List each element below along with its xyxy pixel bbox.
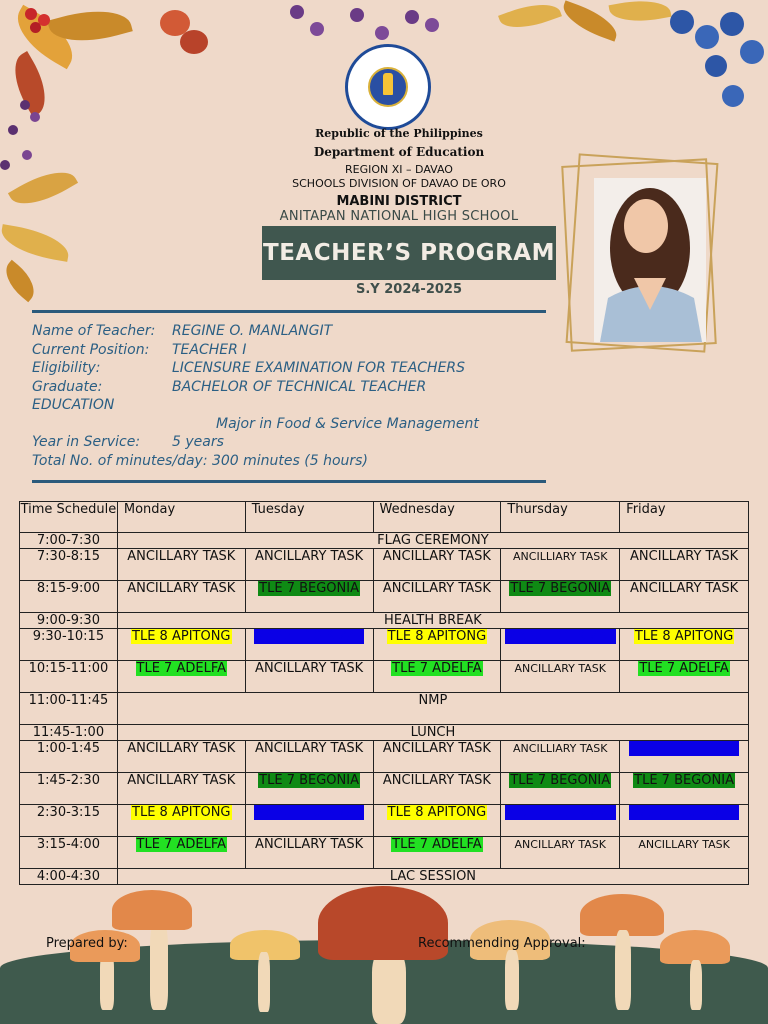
- class-label: ANCILLARY TASK: [630, 549, 739, 564]
- schedule-cell: [117, 805, 245, 837]
- header-tuesday: Tuesday: [245, 502, 373, 533]
- header-friday: Friday: [620, 502, 749, 533]
- info-major-row: [32, 415, 552, 434]
- schedule-cell: [620, 581, 749, 613]
- schedule-cell: [620, 773, 749, 805]
- class-label: TLE 7 BEGONIA: [510, 581, 611, 596]
- department-line: Department of Education: [313, 145, 485, 159]
- schedule-cell: [117, 773, 245, 805]
- prepared-by-label: Prepared by:: [46, 936, 128, 951]
- class-label: MAPEH 10 RIZAL: [254, 805, 364, 820]
- info-eligibility-label: Eligibility:: [32, 360, 101, 376]
- schedule-cell: [117, 629, 245, 661]
- table-row: [20, 741, 749, 773]
- division-line: SCHOOLS DIVISION OF DAVAO DE ORO: [292, 177, 506, 190]
- schedule-cell: [245, 581, 373, 613]
- time-cell: 8:15-9:00: [20, 581, 118, 613]
- class-label: TLE 8 APITONG: [387, 805, 487, 820]
- info-graduate-cont-row: [32, 396, 552, 415]
- table-row: [20, 725, 749, 741]
- schedule-cell: [245, 837, 373, 869]
- info-position-label: Current Position:: [32, 341, 150, 358]
- class-label: ANCILLARY TASK: [127, 741, 236, 756]
- class-label: ANCILLARY TASK: [514, 838, 606, 851]
- table-row: [20, 549, 749, 581]
- class-label: ANCILLARY TASK: [127, 581, 236, 596]
- class-label: TLE 8 APITONG: [387, 629, 487, 644]
- table-row: [20, 661, 749, 693]
- district-line: MABINI DISTRICT: [336, 194, 462, 209]
- class-label: ANCILLARY TASK: [382, 773, 491, 788]
- class-label: TLE 7 ADELFA: [136, 661, 227, 676]
- schedule-cell: [501, 581, 620, 613]
- schedule-cell: [620, 661, 749, 693]
- teacher-photo: [594, 178, 706, 342]
- class-label: ANCILLIARY TASK: [513, 550, 608, 563]
- info-name-value: REGINE O. MANLANGIT: [172, 323, 333, 339]
- info-name-row: [32, 322, 552, 341]
- info-years-label: Year in Service:: [32, 434, 141, 450]
- schedule-cell: [501, 805, 620, 837]
- info-eligibility-value: LICENSURE EXAMINATION FOR TEACHERS: [172, 360, 466, 376]
- class-label: ANCILLARY TASK: [514, 662, 606, 675]
- info-years-value: 5 years: [172, 434, 224, 450]
- school-name: ANITAPAN NATIONAL HIGH SCHOOL: [279, 209, 519, 224]
- class-label: TLE 7 ADELFA: [392, 837, 482, 852]
- schedule-table: [19, 501, 749, 885]
- class-label: ANCILLARY TASK: [255, 837, 364, 852]
- class-label: ANCILLARY TASK: [255, 549, 364, 564]
- schedule-header-row: [20, 502, 749, 533]
- schedule-cell: [501, 661, 620, 693]
- class-label: TLE 7 ADELFA: [639, 661, 729, 676]
- table-row: [20, 773, 749, 805]
- class-label: TLE 8 APITONG: [132, 629, 231, 644]
- class-label: TLE 7 ADELFA: [136, 837, 227, 852]
- top-right-foliage: [500, 0, 768, 120]
- info-position-value: TEACHER I: [172, 341, 247, 358]
- class-label: MAPEH 10 RIZAL: [505, 629, 615, 644]
- info-graduate-cont: EDUCATION: [32, 397, 115, 413]
- schedule-cell: [620, 805, 749, 837]
- republic-line: Republic of the Philippines: [315, 127, 483, 140]
- divider-bottom: [32, 480, 546, 483]
- region-line: REGION XI – DAVAO: [345, 163, 453, 176]
- class-label: ANCILLARY TASK: [382, 581, 491, 596]
- time-cell: 11:00-11:45: [20, 693, 118, 725]
- schedule-cell: [373, 741, 501, 773]
- info-major: Major in Food & Service Management: [216, 415, 479, 432]
- torch-icon: [383, 73, 393, 95]
- schedule-cell: [501, 629, 620, 661]
- span-cell: HEALTH BREAK: [117, 613, 748, 629]
- info-graduate-value: BACHELOR OF TECHNICAL TEACHER: [172, 378, 427, 395]
- teacher-info: [32, 322, 552, 470]
- time-cell: 7:30-8:15: [20, 549, 118, 581]
- class-label: MAPEH 10 RIZAL: [505, 805, 615, 820]
- table-row: [20, 581, 749, 613]
- schedule-body: [20, 533, 749, 885]
- class-label: ANCILLARY TASK: [382, 549, 491, 564]
- schedule-cell: [501, 549, 620, 581]
- schedule-cell: [373, 661, 501, 693]
- table-row: [20, 613, 749, 629]
- schedule-cell: [620, 837, 749, 869]
- schedule-cell: [245, 549, 373, 581]
- header-monday: Monday: [117, 502, 245, 533]
- info-years-row: [32, 433, 552, 452]
- header-time: Time Schedule: [20, 502, 118, 533]
- table-row: [20, 533, 749, 549]
- class-label: ANCILLARY TASK: [630, 581, 739, 596]
- span-cell: LUNCH: [117, 725, 748, 741]
- top-left-foliage: [0, 0, 140, 320]
- class-label: MAPEH 10 RIZAL: [629, 805, 739, 820]
- table-row: [20, 837, 749, 869]
- schedule-cell: [373, 773, 501, 805]
- table-row: [20, 693, 749, 725]
- class-label: TLE 7 BEGONIA: [634, 773, 734, 788]
- info-eligibility-row: [32, 359, 552, 378]
- schedule-cell: [620, 629, 749, 661]
- class-label: TLE 8 APITONG: [132, 805, 231, 820]
- header-thursday: Thursday: [501, 502, 620, 533]
- class-label: ANCILLARY TASK: [127, 549, 236, 564]
- table-row: [20, 629, 749, 661]
- info-minutes-row: [32, 452, 552, 471]
- time-cell: 7:00-7:30: [20, 533, 118, 549]
- span-cell: NMP: [117, 693, 748, 725]
- schedule-cell: [620, 741, 749, 773]
- info-graduate-row: [32, 378, 552, 397]
- class-label: ANCILLARY TASK: [638, 838, 730, 851]
- class-label: ANCILLARY TASK: [382, 741, 491, 756]
- time-cell: 1:00-1:45: [20, 741, 118, 773]
- class-label: ANCILLARY TASK: [255, 661, 364, 676]
- schedule-cell: [501, 773, 620, 805]
- time-cell: 9:00-9:30: [20, 613, 118, 629]
- time-cell: 4:00-4:30: [20, 869, 118, 885]
- info-minutes: Total No. of minutes/day: 300 minutes (5 hours): [32, 452, 368, 469]
- mushrooms-decoration: [0, 880, 768, 1024]
- class-label: TLE 7 BEGONIA: [259, 581, 359, 596]
- info-name-label: Name of Teacher:: [32, 323, 156, 339]
- time-cell: 10:15-11:00: [20, 661, 118, 693]
- school-year: S.Y 2024-2025: [356, 282, 462, 297]
- schedule-cell: [373, 581, 501, 613]
- schedule-cell: [117, 661, 245, 693]
- deped-seal: [345, 44, 431, 130]
- info-graduate-label: Graduate:: [32, 378, 103, 395]
- schedule-cell: [245, 805, 373, 837]
- schedule-cell: [501, 837, 620, 869]
- info-position-row: [32, 341, 552, 360]
- time-cell: 11:45-1:00: [20, 725, 118, 741]
- class-label: TLE 7 BEGONIA: [510, 773, 611, 788]
- schedule-cell: [501, 741, 620, 773]
- header-wednesday: Wednesday: [373, 502, 501, 533]
- schedule-cell: [245, 773, 373, 805]
- time-cell: 3:15-4:00: [20, 837, 118, 869]
- schedule-cell: [373, 837, 501, 869]
- class-label: MAPEH 10 RIZAL: [254, 629, 364, 644]
- span-cell: FLAG CEREMONY: [117, 533, 748, 549]
- divider-top: [32, 310, 546, 313]
- class-label: TLE 8 APITONG: [634, 629, 734, 644]
- span-cell: LAC SESSION: [117, 869, 748, 885]
- schedule-cell: [245, 629, 373, 661]
- time-cell: 1:45-2:30: [20, 773, 118, 805]
- class-label: TLE 7 BEGONIA: [259, 773, 359, 788]
- class-label: ANCILLARY TASK: [255, 741, 364, 756]
- document-title: TEACHER’S PROGRAM: [262, 226, 556, 280]
- schedule-cell: [373, 549, 501, 581]
- schedule-cell: [117, 837, 245, 869]
- schedule-cell: [245, 741, 373, 773]
- time-cell: 2:30-3:15: [20, 805, 118, 837]
- schedule-cell: [117, 581, 245, 613]
- class-label: ANCILLIARY TASK: [513, 742, 608, 755]
- schedule-cell: [117, 549, 245, 581]
- table-row: [20, 805, 749, 837]
- schedule-cell: [373, 805, 501, 837]
- class-label: ANCILLARY TASK: [127, 773, 236, 788]
- class-label: MAPEH 10 RIZAL: [629, 741, 739, 756]
- schedule-cell: [373, 629, 501, 661]
- time-cell: 9:30-10:15: [20, 629, 118, 661]
- schedule-cell: [117, 741, 245, 773]
- class-label: TLE 7 ADELFA: [392, 661, 482, 676]
- schedule-cell: [245, 661, 373, 693]
- recommending-approval-label: Recommending Approval:: [418, 936, 586, 951]
- schedule-cell: [620, 549, 749, 581]
